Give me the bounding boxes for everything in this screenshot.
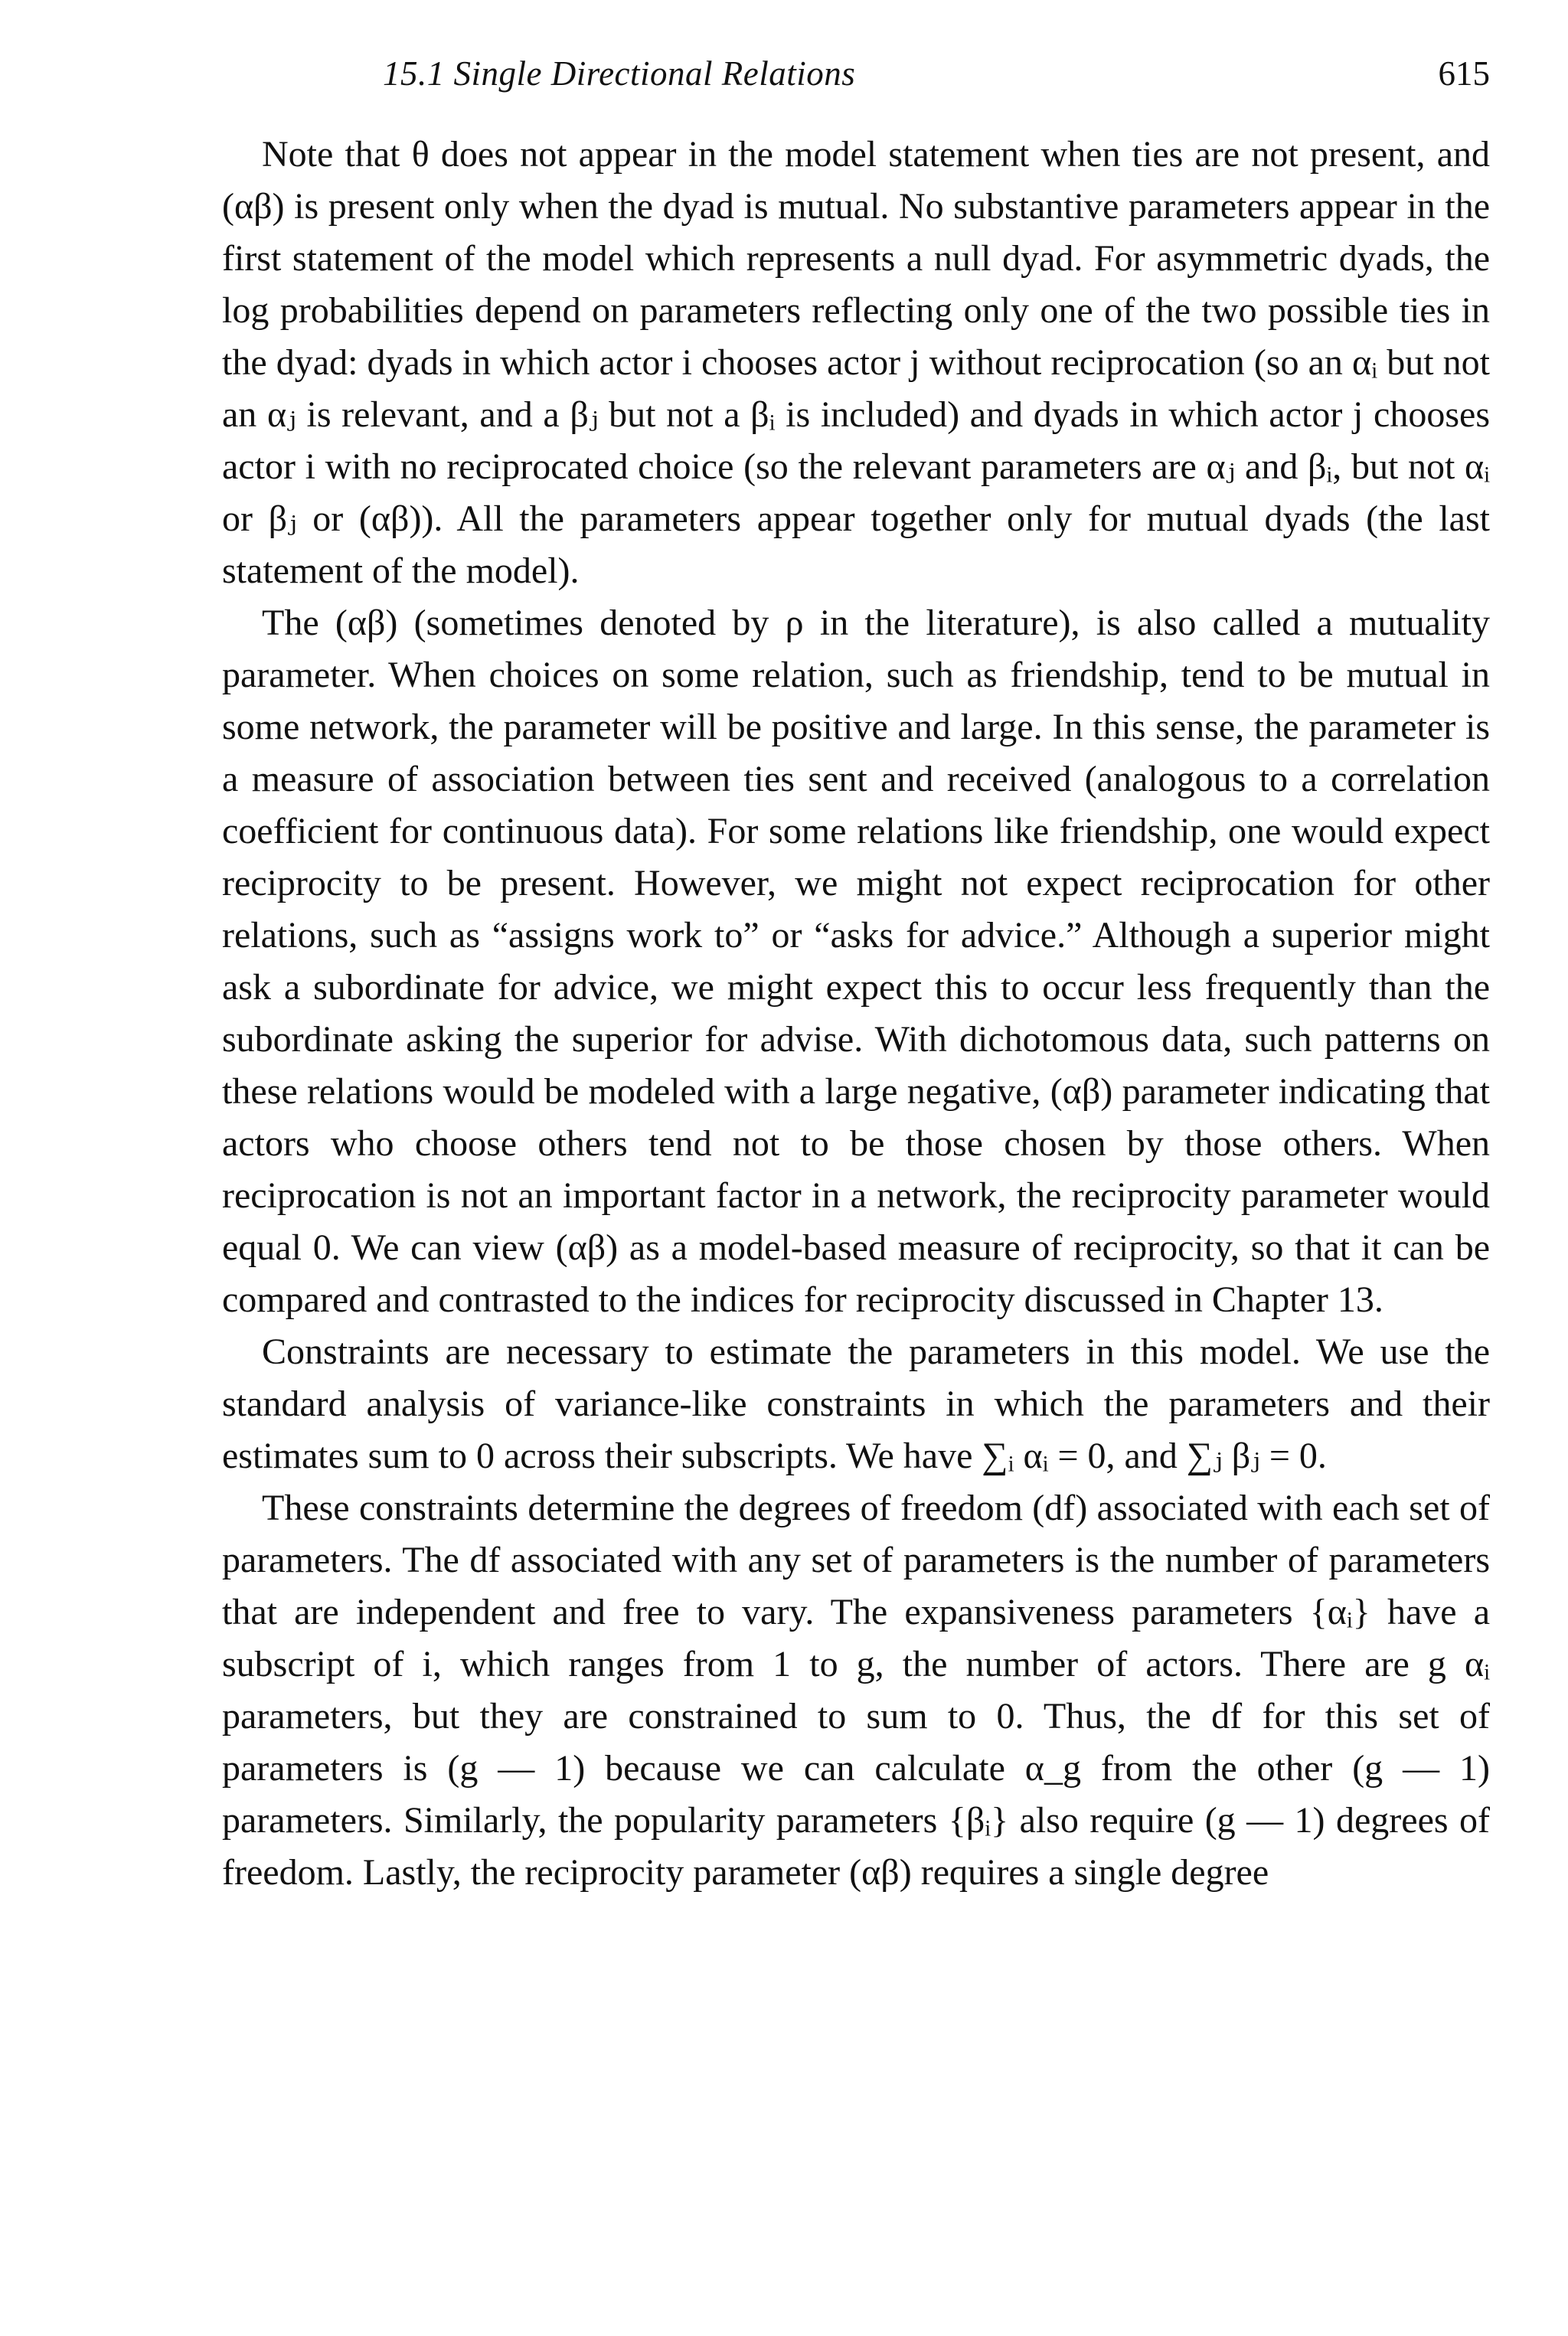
paragraph-mutuality: The (αβ) (sometimes denoted by ρ in the literature), is also called a mutuality parameter. When choices on some relation, such as friendship, tend to be mutual in some network, the parameter will be positive and large. In this sense, the parameter is a measure of association between ties sent and received (analogous to a correlation coefficient for continuous data). For some relations like friendship, one would expect reciprocity to be present. However, we might not expect reciprocation for other relations, such as “assigns work to” or “asks for advice.” Although a superior might ask a subordinate for advice, we might expect this to occur less frequently than the subordinate asking the superior for advise. With dichotomous data, such patterns on these relations would be modeled with a large negative, (αβ) parameter indicating that actors who choose others tend not to be those chosen by those others. When reciprocation is not an important factor in a network, the reciprocity parameter would equal 0. We can view (αβ) as a model-based measure of reciprocity, so that it can be compared and contrasted to the indices for reciprocity discussed in Chapter 13. bbox=[222, 603, 1490, 1320]
paragraph-degrees-of-freedom: These constraints determine the degrees of freedom (df) associated with each set of parameters. The df associated with any set of parameters is the number of parameters that are independent and free to vary. The expansiveness parameters {αᵢ} have a subscript of i, which ranges from 1 to g, the number of actors. There are g αᵢ parameters, but they are constrained to sum to 0. Thus, the df for this set of parameters is (g — 1) because we can calculate α_g from the other (g — 1) parameters. Similarly, the popularity parameters {βᵢ} also require (g — 1) degrees of freedom. Lastly, the reciprocity parameter (αβ) requires a single degree bbox=[222, 1488, 1490, 1893]
page-number: 615 bbox=[1438, 54, 1490, 93]
book-page bbox=[222, 46, 1490, 1893]
body-text bbox=[222, 129, 1490, 1899]
section-title: 15.1 Single Directional Relations bbox=[383, 54, 856, 93]
paragraph-dyad-parameters: Note that θ does not appear in the model statement when ties are not present, and (αβ) is present only when the dyad is mutual. No substantive parameters appear in the first statement of the model which represents a null dyad. For asymmetric dyads, the log probabilities depend on parameters reflecting only one of the two possible ties in the dyad: dyads in which actor i chooses actor j without reciprocation (so an αᵢ but not an αⱼ is relevant, and a βⱼ but not a βᵢ is included) and dyads in which actor j chooses actor i with no reciprocated choice (so the relevant parameters are αⱼ and βᵢ, but not αᵢ or βⱼ or (αβ)). All the parameters appear together only for mutual dyads (the last statement of the model). bbox=[222, 134, 1490, 591]
paragraph-constraints: Constraints are necessary to estimate the parameters in this model. We use the standard analysis of variance-like constraints in which the parameters and their estimates sum to 0 across their subscripts. We have ∑ᵢ αᵢ = 0, and ∑ⱼ βⱼ = 0. bbox=[222, 1331, 1490, 1476]
running-head bbox=[222, 46, 1490, 123]
